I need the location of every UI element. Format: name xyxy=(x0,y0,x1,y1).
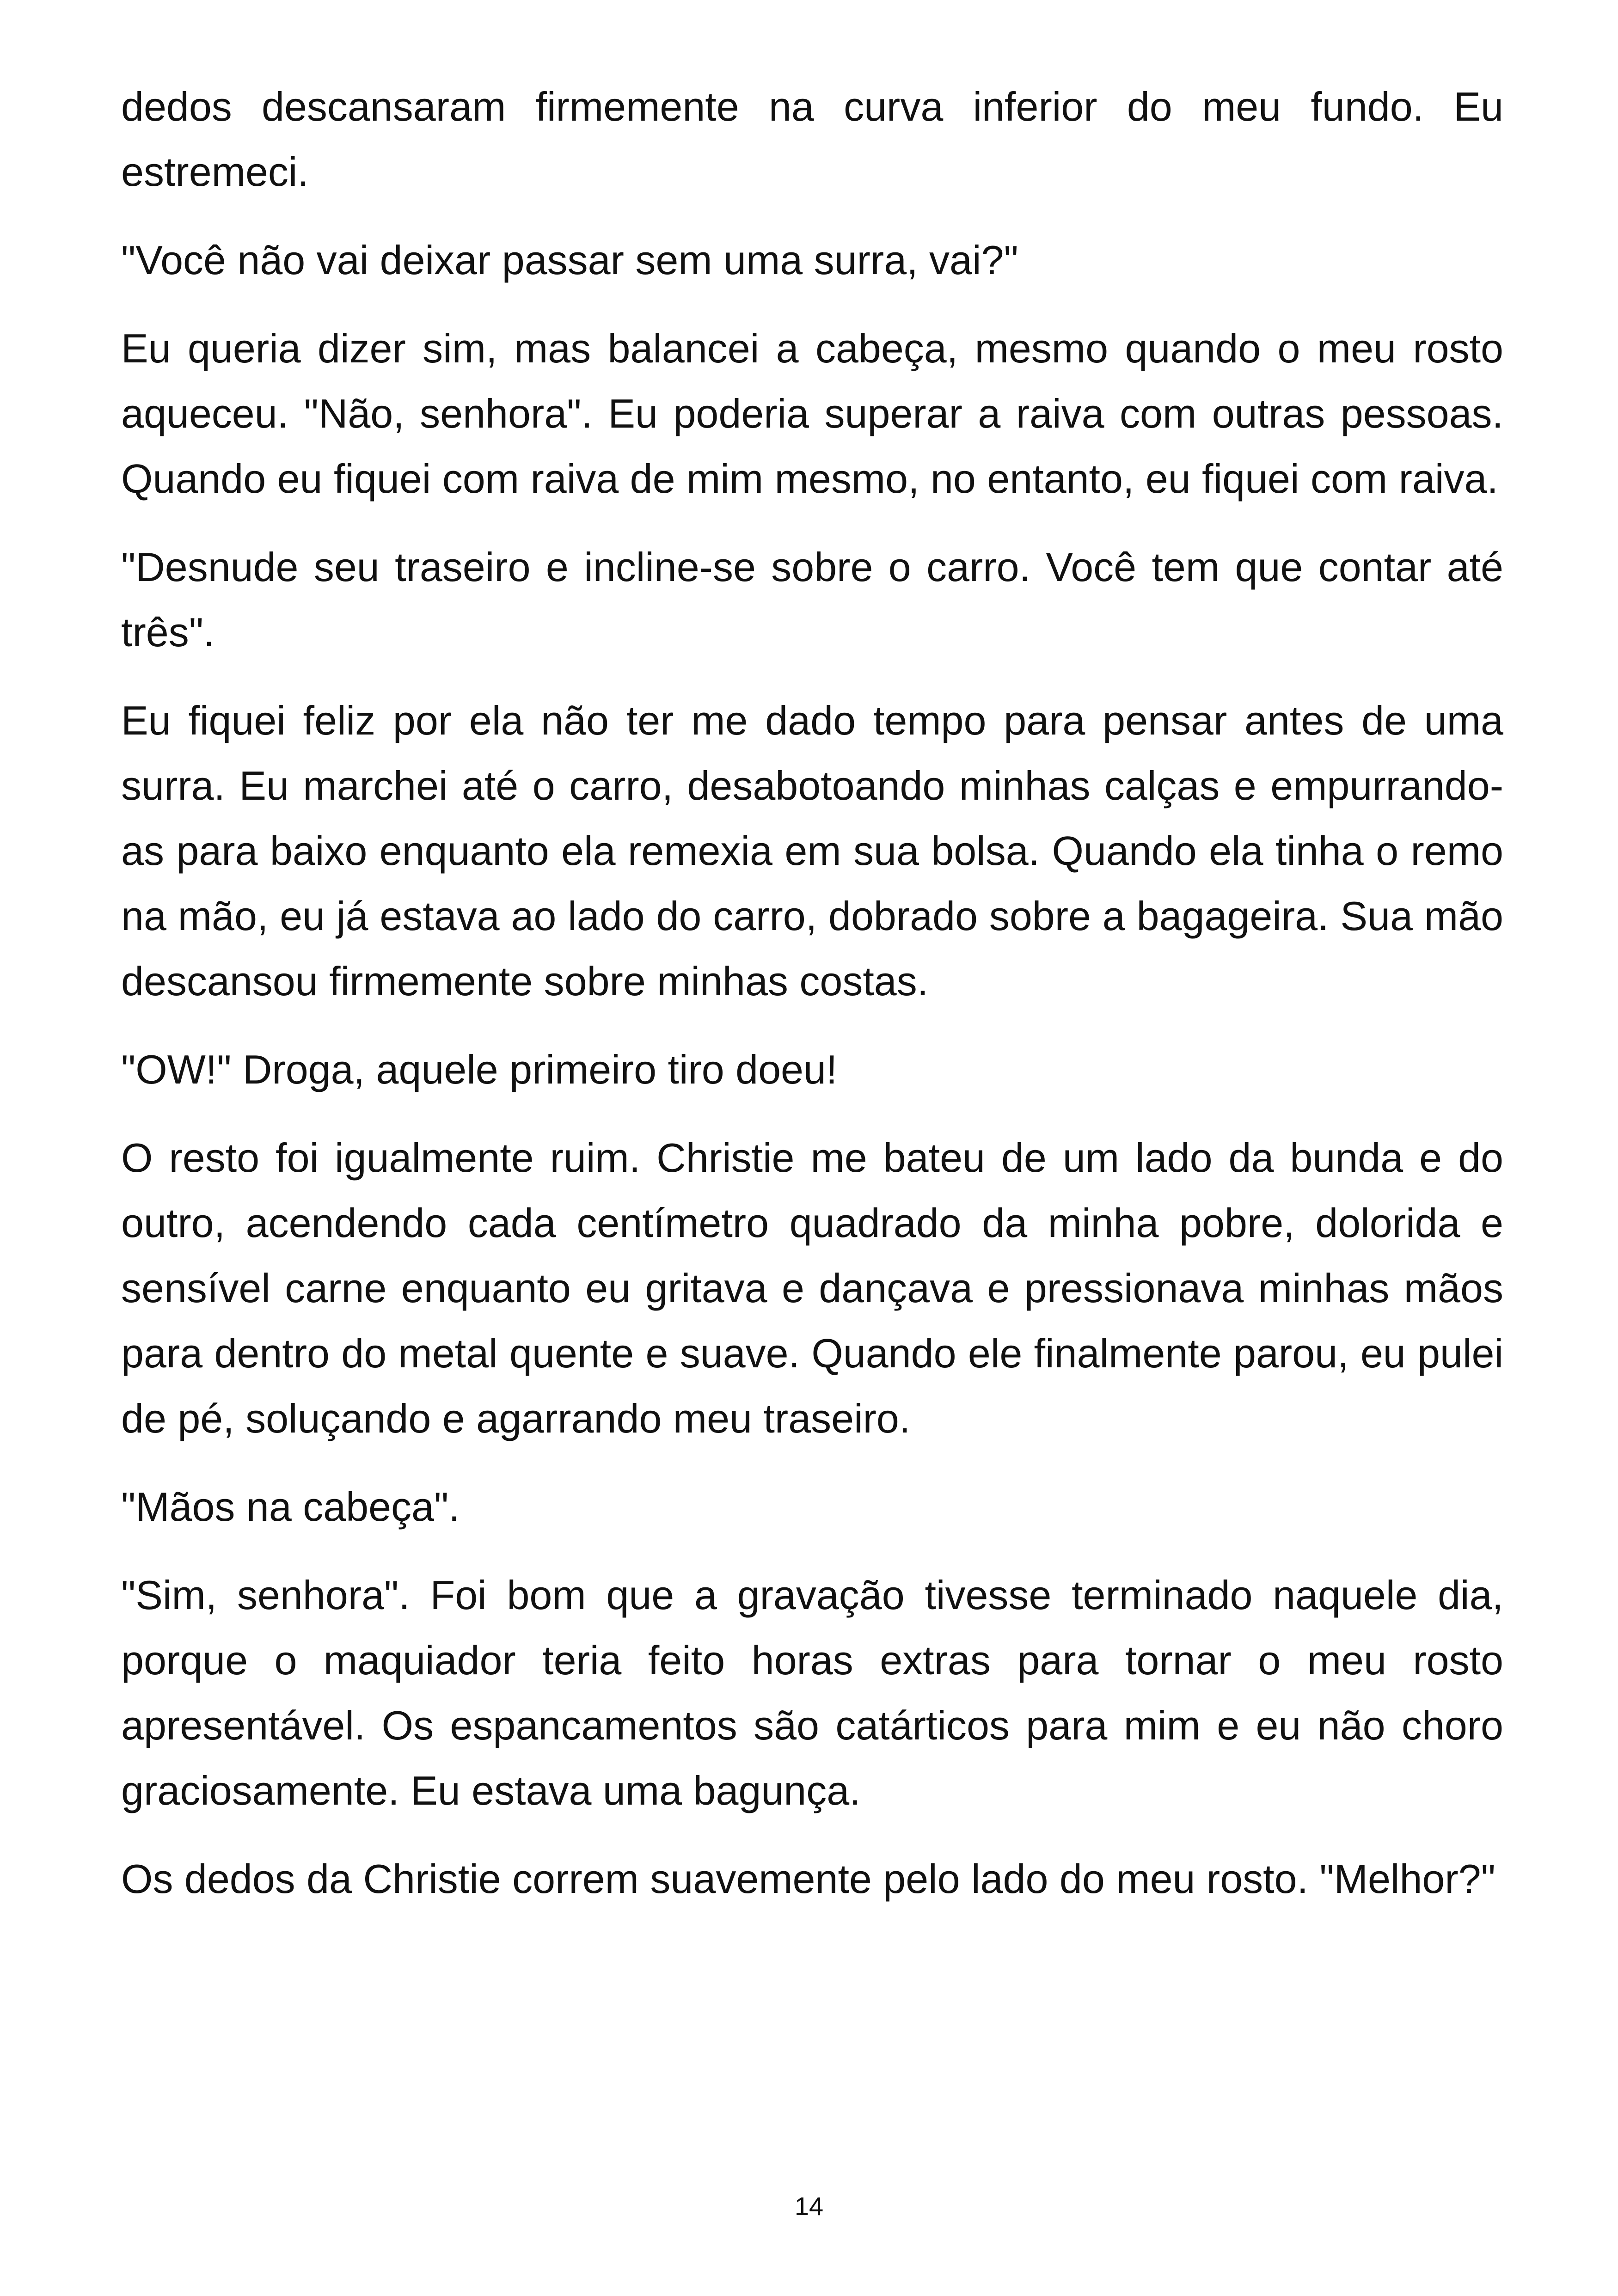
paragraph: Eu fiquei feliz por ela não ter me dado tempo para pensar antes de uma surra. Eu marchei até o carro, desabotoando minhas calças e empurrando-as para baixo enquanto ela remexia em sua bolsa. Quando ela tinha o remo na mão, eu já estava ao lado do carro, dobrado sobre a bagageira. Sua mão descansou firmemente sobre minhas costas. xyxy=(121,698,1503,1004)
page-body xyxy=(121,74,1503,1935)
paragraph: "Desnude seu traseiro e incline-se sobre o carro. Você tem que contar até três". xyxy=(121,544,1503,655)
paragraph: "Mãos na cabeça". xyxy=(121,1484,460,1530)
paragraph: "Sim, senhora". Foi bom que a gravação tivesse terminado naquele dia, porque o maquiador teria feito horas extras para tornar o meu rosto apresentável. Os espancamentos são catárticos para mim e eu não choro graciosamente. Eu estava uma bagunça. xyxy=(121,1572,1503,1813)
paragraph: "OW!" Droga, aquele primeiro tiro doeu! xyxy=(121,1047,838,1092)
paragraph: dedos descansaram firmemente na curva inferior do meu fundo. Eu estremeci. xyxy=(121,84,1503,195)
paragraph: Eu queria dizer sim, mas balancei a cabeça, mesmo quando o meu rosto aqueceu. "Não, senhora". Eu poderia superar a raiva com outras pessoas. Quando eu fiquei com raiva de mim mesmo, no entanto, eu fiquei com raiva. xyxy=(121,325,1503,502)
paragraph: Os dedos da Christie correm suavemente pelo lado do meu rosto. "Melhor?" xyxy=(121,1856,1495,1902)
paragraph: O resto foi igualmente ruim. Christie me bateu de um lado da bunda e do outro, acendendo cada centímetro quadrado da minha pobre, dolorida e sensível carne enquanto eu gritava e dançava e pressionava minhas mãos para dentro do metal quente e suave. Quando ele finalmente parou, eu pulei de pé, soluçando e agarrando meu traseiro. xyxy=(121,1135,1503,1441)
page-number: 14 xyxy=(794,2192,824,2221)
paragraph: "Você não vai deixar passar sem uma surra, vai?" xyxy=(121,237,1018,283)
